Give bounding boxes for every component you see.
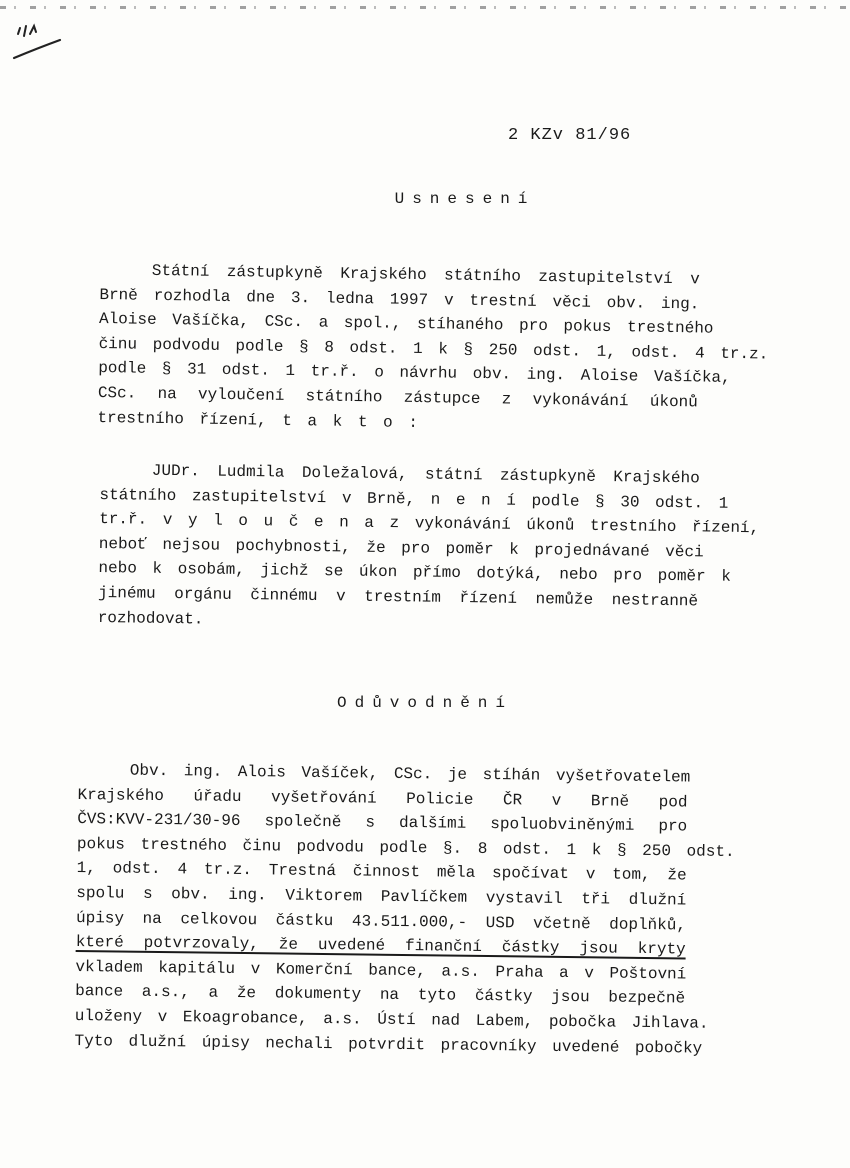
text-line: pokus trestného činu podvodu podle §. 8 odst. 1 k § 250 odst.: [76, 834, 735, 861]
decision-paragraph: [97, 458, 760, 639]
text-line: úpisy na celkovou částku 43.511.000,- USD včetně doplňků,: [75, 908, 687, 935]
text-line: rozhodovat.: [97, 608, 204, 629]
text-line: Tyto dlužní úpisy nechali potvrdit pracovníky uvedené pobočky: [74, 1031, 703, 1058]
text-line: činu podvodu podle § 8 odst. 1 k § 250 odst. 1, odst. 4 tr.z.: [98, 334, 769, 364]
resolution-paragraph: [97, 258, 769, 440]
heading-resolution: Usnesení: [394, 190, 536, 208]
scan-artifact-border: [0, 6, 850, 9]
text-line: jinému orgánu činnému v trestním řízení nemůže nestranně: [97, 583, 699, 611]
text-line: vkladem kapitálu v Komerční bance, a.s. Praha a v Poštovní: [75, 957, 687, 984]
text-line: státního zastupitelství v Brně, n e n í podle § 30 odst. 1: [99, 485, 729, 513]
case-reference: 2 KZv 81/96: [508, 126, 632, 145]
text-line: nebo k osobám, jichž se úkon přímo dotýká, nebo pro poměr k: [98, 559, 732, 587]
text-line: Brně rozhodla dne 3. ledna 1997 v trestní věci obv. ing.: [99, 285, 700, 314]
text-line: bance a.s., a že dokumenty na tyto částky jsou bezpečně: [75, 982, 686, 1008]
text-line: ČVS:KVV-231/30-96 společně s dalšími spoluobviněnými pro: [77, 810, 688, 836]
text-line: spolu s obv. ing. Viktorem Pavlíčkem vystavil tři dlužní: [76, 883, 687, 910]
text-line: tr.ř. v y l o u č e n a z vykonávání úkonů trestního řízení,: [99, 510, 760, 538]
text-line: JUDr. Ludmila Doležalová, státní zástupkyně Krajského: [151, 461, 700, 488]
text-line-underlined: které potvrzovaly, že uvedené finanční částky jsou kryty: [75, 933, 686, 959]
text-line: Státní zástupkyně Krajského státního zastupitelství v: [151, 261, 700, 289]
text-line: Krajského úřadu vyšetřování Policie ČR v Brně pod: [77, 785, 688, 812]
handwritten-mark-icon: [10, 22, 70, 72]
text-line: Obv. ing. Alois Vašíček, CSc. je stíhán vyšetřovatelem: [129, 761, 691, 787]
heading-justification: Odůvodnění: [336, 694, 513, 712]
text-line: podle § 31 odst. 1 tr.ř. o návrhu obv. ing. Aloise Vašíčka,: [98, 359, 731, 388]
text-line: Aloise Vašíčka, CSc. a spol., stíhaného pro pokus trestného: [98, 310, 714, 338]
text-line: uloženy v Ekoagrobance, a.s. Ústí nad Labem, pobočka Jihlava.: [74, 1006, 709, 1033]
text-line: trestního řízení, t a k t o :: [97, 408, 419, 432]
text-line: neboť nejsou pochybnosti, že pro poměr k projednávané věci: [98, 534, 704, 562]
justification-paragraph: [74, 758, 735, 1061]
text-line: CSc. na vyloučení státního zástupce z vykonávání úkonů: [97, 383, 698, 412]
text-line: 1, odst. 4 tr.z. Trestná činnost měla spočívat v tom, že: [76, 859, 687, 885]
